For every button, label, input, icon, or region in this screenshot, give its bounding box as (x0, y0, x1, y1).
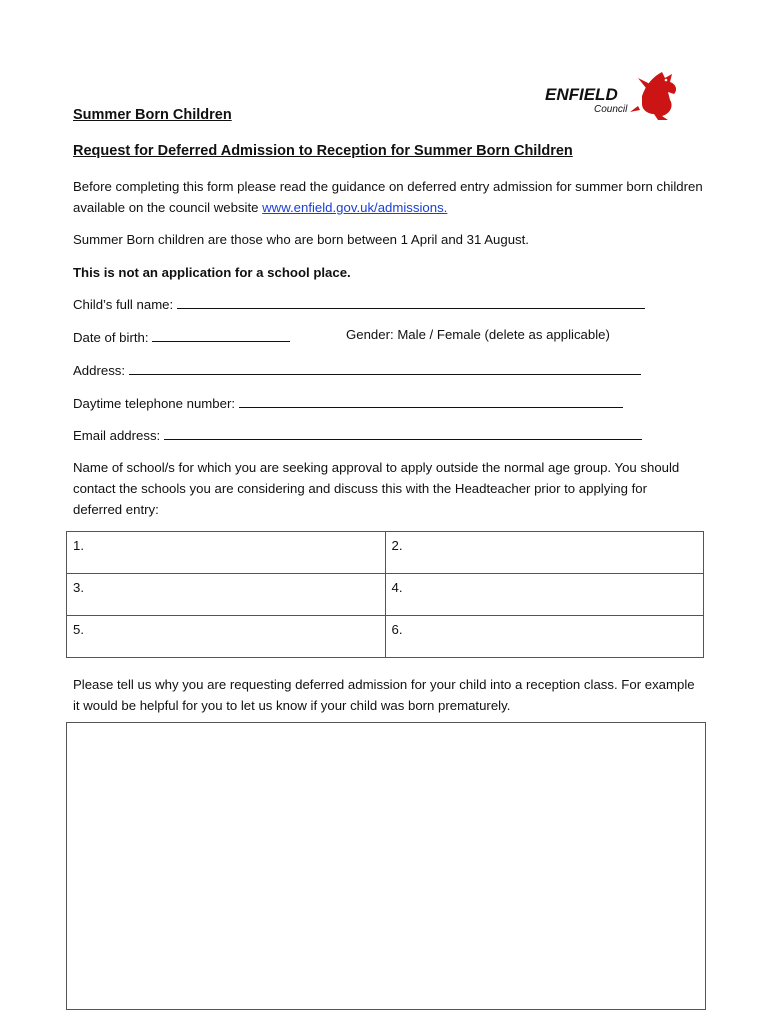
phone-label: Daytime telephone number: (73, 396, 239, 411)
reason-prompt: Please tell us why you are requesting deferred admission for your child into a reception class. For example it would be helpful for you to let us know if your child was born prematurely. (73, 677, 695, 713)
page-title: Summer Born Children (73, 107, 232, 123)
school-cell-6[interactable]: 6. (385, 616, 704, 658)
enfield-council-logo (542, 66, 682, 124)
table-row (67, 574, 704, 616)
schools-instruction: Name of school/s for which you are seeking approval to apply outside the normal age group. You should contact the schools you are considering and discuss this with the Headteacher prior to applying for deferred entry: (73, 460, 680, 517)
intro-text: Before completing this form please read the guidance on deferred entry admission for summer born children available on the council website (73, 179, 703, 215)
address-input[interactable] (129, 360, 641, 375)
gender-field[interactable]: Gender: Male / Female (delete as applicable) (346, 327, 610, 342)
notice-text: This is not an application for a school place. (73, 265, 351, 280)
dob-label: Date of birth: (73, 330, 153, 345)
email-input[interactable] (164, 425, 642, 440)
intro-paragraph (73, 176, 713, 218)
dob-input[interactable] (152, 327, 290, 342)
child-name-field (73, 294, 645, 312)
address-field (73, 360, 641, 378)
reason-textarea[interactable] (66, 722, 706, 1010)
dob-field (73, 327, 290, 345)
child-name-label: Child’s full name: (73, 297, 177, 312)
child-name-input[interactable] (177, 294, 645, 309)
table-row (67, 532, 704, 574)
phone-field (73, 393, 623, 411)
school-cell-1[interactable]: 1. (67, 532, 386, 574)
school-cell-3[interactable]: 3. (67, 574, 386, 616)
school-cell-5[interactable]: 5. (67, 616, 386, 658)
phone-input[interactable] (239, 393, 623, 408)
email-field (73, 425, 642, 443)
form-subtitle: Request for Deferred Admission to Reception for Summer Born Children (73, 143, 573, 159)
table-row (67, 616, 704, 658)
schools-table (66, 531, 704, 658)
definition-text: Summer Born children are those who are born between 1 April and 31 August. (73, 232, 529, 247)
admissions-link[interactable]: www.enfield.gov.uk/admissions. (262, 200, 448, 215)
address-label: Address: (73, 363, 129, 378)
school-cell-4[interactable]: 4. (385, 574, 704, 616)
svg-text:ENFIELD: ENFIELD (545, 85, 618, 104)
school-cell-2[interactable]: 2. (385, 532, 704, 574)
email-label: Email address: (73, 428, 164, 443)
svg-text:Council: Council (594, 104, 628, 115)
